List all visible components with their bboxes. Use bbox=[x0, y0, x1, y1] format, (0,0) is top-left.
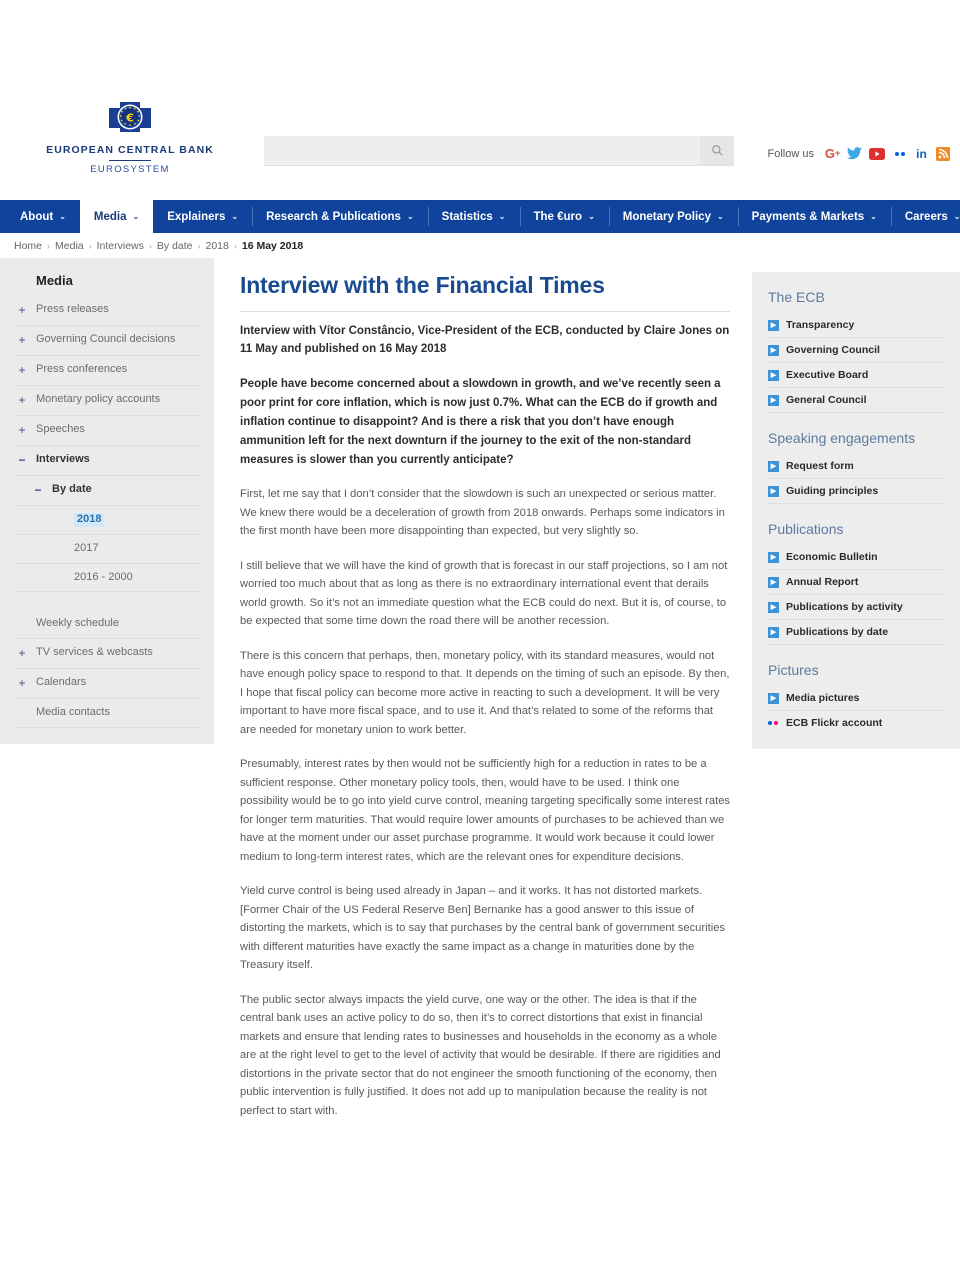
google-plus-icon[interactable]: G + bbox=[824, 146, 841, 161]
sidebar-link-governing-council[interactable] bbox=[768, 338, 946, 363]
sidebar-link-label: Economic Bulletin bbox=[786, 551, 878, 563]
article-paragraph: The public sector always impacts the yield curve, one way or the other. The idea is that if the central bank uses an active policy to do so, then it’s to correct distortions that exist in financial markets and ensure that lending rates to businesses and households in the economy as a whole are at the right level to get to the level of activity that would be desirable. If there are rigidities and distortions in the private sector that do not engineer the smooth functioning of the economy, then public intervention is fully justified. It does not add up to manipulation because the reality is not perfect to start with. bbox=[240, 993, 721, 1117]
breadcrumb-separator: › bbox=[88, 240, 92, 251]
nav-item-label: About bbox=[20, 210, 54, 223]
chevron-down-icon: ⌄ bbox=[59, 212, 66, 221]
article-paragraph: Yield curve control is being used already in Japan – and it works. It has not distorted markets. [Former Chair of the US Federal Reserve Ben] Bernanke has a good answer to this issue of distorting the markets, which is to say that purchases by the central bank of government securities with different maturities have exactly the same impact as a change in maturities done by the Treasury itself. bbox=[240, 885, 726, 972]
sidebar-link-guiding-principles[interactable] bbox=[768, 479, 946, 504]
breadcrumb-item-2018[interactable]: 2018 bbox=[205, 239, 229, 252]
sidebar-item-weekly-schedule[interactable] bbox=[14, 610, 200, 639]
sidebar-item-label: Calendars bbox=[36, 676, 87, 688]
collapse-minus-icon[interactable]: − bbox=[34, 483, 42, 497]
sidebar-link-economic-bulletin[interactable] bbox=[768, 545, 946, 570]
sidebar-title: Media bbox=[36, 273, 73, 288]
arrow-right-icon: ▶ bbox=[768, 577, 779, 588]
sidebar-link-media-pictures[interactable] bbox=[768, 686, 946, 711]
sidebar-link-label: Guiding principles bbox=[786, 485, 879, 497]
expand-plus-icon[interactable]: + bbox=[18, 363, 26, 377]
breadcrumb-separator: › bbox=[233, 240, 237, 251]
twitter-icon[interactable] bbox=[847, 146, 862, 161]
arrow-right-icon: ▶ bbox=[768, 395, 779, 406]
arrow-right-icon: ▶ bbox=[768, 486, 779, 497]
sidebar-link-label: Governing Council bbox=[786, 344, 880, 356]
follow-us-label: Follow us bbox=[767, 147, 814, 160]
nav-item-media[interactable] bbox=[80, 200, 153, 233]
chevron-down-icon: ⌄ bbox=[870, 212, 877, 221]
sidebar-item-interviews[interactable] bbox=[14, 446, 200, 476]
nav-item-label: Careers bbox=[904, 210, 948, 223]
expand-plus-icon[interactable]: + bbox=[18, 303, 26, 317]
nav-item-research-publications[interactable] bbox=[252, 200, 428, 233]
breadcrumb-separator: › bbox=[197, 240, 201, 251]
left-sidebar bbox=[0, 258, 214, 744]
arrow-right-icon: ▶ bbox=[768, 627, 779, 638]
article-paragraph: I still believe that we will have the kind of growth that is forecast in our staff projections, so I am not worried too much about that as long as there is no extraordinary international event that derails world growth. So it’s not an immediate question what the ECB could do next. But it is, of course, to be expected that some time down the road there will be another recession. bbox=[240, 559, 728, 628]
logo-divider bbox=[109, 160, 151, 161]
sidebar-link-label: Annual Report bbox=[786, 576, 859, 588]
arrow-right-icon: ▶ bbox=[768, 370, 779, 381]
expand-plus-icon[interactable]: + bbox=[18, 393, 26, 407]
sidebar-link-label: Request form bbox=[786, 460, 854, 472]
sidebar-group-divider bbox=[768, 504, 946, 514]
flickr-icon bbox=[768, 721, 779, 725]
sidebar-group-heading-publications: Publications bbox=[768, 521, 844, 537]
site-header bbox=[0, 0, 960, 200]
sidebar-item-label: 2017 bbox=[74, 541, 99, 554]
nav-item-label: Monetary Policy bbox=[622, 210, 711, 223]
sidebar-item-label: Media contacts bbox=[36, 706, 110, 718]
chevron-down-icon: ⌄ bbox=[498, 212, 506, 221]
breadcrumb-separator: › bbox=[47, 240, 51, 251]
sidebar-item-label: Speeches bbox=[36, 423, 85, 435]
article-main bbox=[214, 258, 752, 1166]
breadcrumb-item-interviews[interactable]: Interviews bbox=[96, 239, 144, 252]
sidebar-link-general-council[interactable] bbox=[768, 388, 946, 413]
arrow-right-icon: ▶ bbox=[768, 345, 779, 356]
nav-item-careers[interactable] bbox=[891, 200, 960, 233]
nav-item-monetary-policy[interactable] bbox=[609, 200, 738, 233]
sidebar-item-label: Weekly schedule bbox=[36, 617, 119, 630]
logo-subtitle: EUROSYSTEM bbox=[90, 164, 170, 175]
nav-item-label: Research & Publications bbox=[266, 210, 401, 223]
sidebar-link-transparency[interactable] bbox=[768, 313, 946, 338]
sidebar-item-label: Press conferences bbox=[36, 363, 128, 375]
nav-item-statistics[interactable] bbox=[428, 200, 520, 233]
svg-text:€: € bbox=[126, 111, 134, 125]
sidebar-link-publications-by-activity[interactable] bbox=[768, 595, 946, 620]
sidebar-item-label: 2018 bbox=[74, 513, 104, 527]
article-paragraph: First, let me say that I don’t consider that the slowdown is such an unexpected or serious matter. We knew there would be a deceleration of growth from 2018 onwards. Perhaps some indicators in the first month have been more disappointing than expected, but very slightly so. bbox=[240, 488, 725, 538]
nav-item-label: Explainers bbox=[167, 210, 226, 223]
sidebar-item-media-contacts[interactable] bbox=[14, 699, 200, 728]
sidebar-group-divider bbox=[768, 645, 946, 655]
nav-item-explainers[interactable] bbox=[153, 200, 252, 233]
page-content bbox=[0, 258, 960, 1166]
expand-plus-icon[interactable]: + bbox=[18, 646, 26, 660]
nav-item-the-uro[interactable] bbox=[520, 200, 609, 233]
sidebar-link-annual-report[interactable] bbox=[768, 570, 946, 595]
sidebar-group-heading-speaking-engagements: Speaking engagements bbox=[768, 430, 916, 446]
nav-item-label: Statistics bbox=[441, 210, 493, 223]
rss-icon[interactable] bbox=[936, 147, 950, 161]
sidebar-item-label: Interviews bbox=[36, 453, 90, 465]
chevron-down-icon: ⌄ bbox=[132, 212, 140, 221]
search-input[interactable] bbox=[264, 136, 700, 165]
search-bar bbox=[264, 136, 734, 166]
arrow-right-icon: ▶ bbox=[768, 320, 779, 331]
sidebar-link-label: Executive Board bbox=[786, 369, 869, 381]
interview-question: People have become concerned about a slowdown in growth, and we’ve recently seen a poor print for core inflation, which is now just 0.7%. What can the ECB do if growth and inflation continue to disappoint? And is there a risk that you don’t have enough ammunition left for the next downturn if the journey to the exit of the non-standard measures is slower than you currently anticipate? bbox=[240, 377, 721, 466]
breadcrumb bbox=[0, 233, 960, 258]
nav-item-about[interactable] bbox=[6, 200, 80, 233]
arrow-right-icon: ▶ bbox=[768, 602, 779, 613]
nav-item-label: Media bbox=[93, 210, 127, 223]
breadcrumb-separator: › bbox=[148, 240, 152, 251]
right-sidebar bbox=[752, 258, 960, 749]
breadcrumb-item-16-may-2018: 16 May 2018 bbox=[241, 239, 304, 252]
follow-us-bar bbox=[768, 146, 950, 161]
sidebar-item-label: By date bbox=[52, 483, 92, 495]
sidebar-item-calendars[interactable] bbox=[14, 669, 200, 699]
linkedin-icon[interactable]: in bbox=[916, 146, 927, 161]
sidebar-item-2018[interactable] bbox=[14, 506, 200, 535]
breadcrumb-item-by-date[interactable]: By date bbox=[156, 239, 193, 252]
sidebar-group-divider bbox=[768, 413, 946, 423]
sidebar-group-heading-the-ecb: The ECB bbox=[768, 289, 825, 305]
chevron-down-icon: ⌄ bbox=[231, 212, 239, 221]
breadcrumb-item-media[interactable]: Media bbox=[55, 239, 84, 252]
sidebar-item-label: Monetary policy accounts bbox=[36, 393, 161, 405]
chevron-down-icon: ⌄ bbox=[953, 212, 960, 221]
sidebar-item-2017[interactable] bbox=[14, 535, 200, 564]
nav-item-label: Payments & Markets bbox=[751, 210, 865, 223]
nav-item-label: The €uro bbox=[533, 210, 583, 223]
expand-plus-icon[interactable]: + bbox=[18, 423, 26, 437]
arrow-right-icon: ▶ bbox=[768, 552, 779, 563]
page-title: Interview with the Financial Times bbox=[240, 272, 730, 312]
sidebar-link-label: Media pictures bbox=[786, 692, 860, 704]
sidebar-group-heading-pictures: Pictures bbox=[768, 662, 819, 678]
arrow-right-icon: ▶ bbox=[768, 693, 779, 704]
chevron-down-icon: ⌄ bbox=[716, 212, 724, 221]
sidebar-item-label: 2016 - 2000 bbox=[74, 570, 133, 583]
youtube-icon[interactable] bbox=[869, 148, 885, 160]
sidebar-link-executive-board[interactable] bbox=[768, 363, 946, 388]
sidebar-item-monetary-policy-accounts[interactable] bbox=[14, 386, 200, 416]
sidebar-item-by-date[interactable] bbox=[14, 476, 200, 506]
article-subtitle: Interview with Vítor Constâncio, Vice-President of the ECB, conducted by Claire Jones on 11 May and published on 16 May 2018 bbox=[240, 325, 730, 355]
sidebar-item-governing-council-decisions[interactable] bbox=[14, 326, 200, 356]
sidebar-item-speeches[interactable] bbox=[14, 416, 200, 446]
sidebar-item-label: TV services & webcasts bbox=[36, 646, 153, 658]
logo-name: EUROPEAN CENTRAL BANK bbox=[46, 144, 214, 156]
sidebar-link-label: ECB Flickr account bbox=[786, 717, 883, 729]
sidebar-item-press-conferences[interactable] bbox=[14, 356, 200, 386]
search-button[interactable] bbox=[700, 136, 734, 165]
arrow-right-icon: ▶ bbox=[768, 461, 779, 472]
ecb-logo-icon bbox=[107, 98, 153, 138]
main-navigation bbox=[0, 200, 960, 233]
nav-item-payments-markets[interactable] bbox=[738, 200, 891, 233]
chevron-down-icon: ⌄ bbox=[588, 212, 595, 221]
article-paragraph: There is this concern that perhaps, then, monetary policy, with its standard measures, would not have enough policy space to respond to that. It depends on the timing of such an episode. By then, I hope that fiscal policy can become more active in reacting to such a development. It will be very important to have more fiscal space, and to use it. And that’s related to some of the reforms that are needed for monetary union to work better. bbox=[240, 649, 730, 736]
article-paragraph: Presumably, interest rates by then would not be sufficiently high for a reduction in rates to be a sufficient response. Other monetary policy tools, then, would have to be used. I think one possibility would be to go into yield curve control, meaning targeting specifically some interest rates for longer term maturities. That would require lower amounts of purchases to be achieved than we have at the moment under our asset purchase programme. It would work because it could lower medium to long-term interest rates, which are the relevant ones for expenditure decisions. bbox=[240, 758, 731, 863]
ecb-logo[interactable] bbox=[40, 98, 220, 175]
sidebar-item-tv-services-webcasts[interactable] bbox=[14, 639, 200, 669]
flickr-icon[interactable] bbox=[892, 146, 907, 161]
breadcrumb-item-home[interactable]: Home bbox=[14, 239, 43, 252]
search-icon bbox=[711, 144, 724, 157]
expand-plus-icon[interactable]: + bbox=[18, 333, 26, 347]
sidebar-link-label: General Council bbox=[786, 394, 867, 406]
sidebar-item-press-releases[interactable] bbox=[14, 296, 200, 326]
collapse-minus-icon[interactable]: − bbox=[18, 453, 26, 467]
expand-plus-icon[interactable]: + bbox=[18, 676, 26, 690]
sidebar-item-label: Governing Council decisions bbox=[36, 333, 176, 345]
chevron-down-icon: ⌄ bbox=[406, 212, 414, 221]
sidebar-item-label: Press releases bbox=[36, 303, 109, 315]
sidebar-spacer bbox=[14, 592, 200, 610]
related-links-box bbox=[752, 272, 960, 749]
sidebar-link-request-form[interactable] bbox=[768, 454, 946, 479]
sidebar-link-label: Transparency bbox=[786, 319, 855, 331]
sidebar-link-label: Publications by date bbox=[786, 626, 889, 638]
sidebar-link-ecb-flickr-account[interactable] bbox=[768, 711, 946, 735]
sidebar-link-label: Publications by activity bbox=[786, 601, 903, 613]
sidebar-link-publications-by-date[interactable] bbox=[768, 620, 946, 645]
sidebar-item-2016-2000[interactable] bbox=[14, 564, 200, 593]
